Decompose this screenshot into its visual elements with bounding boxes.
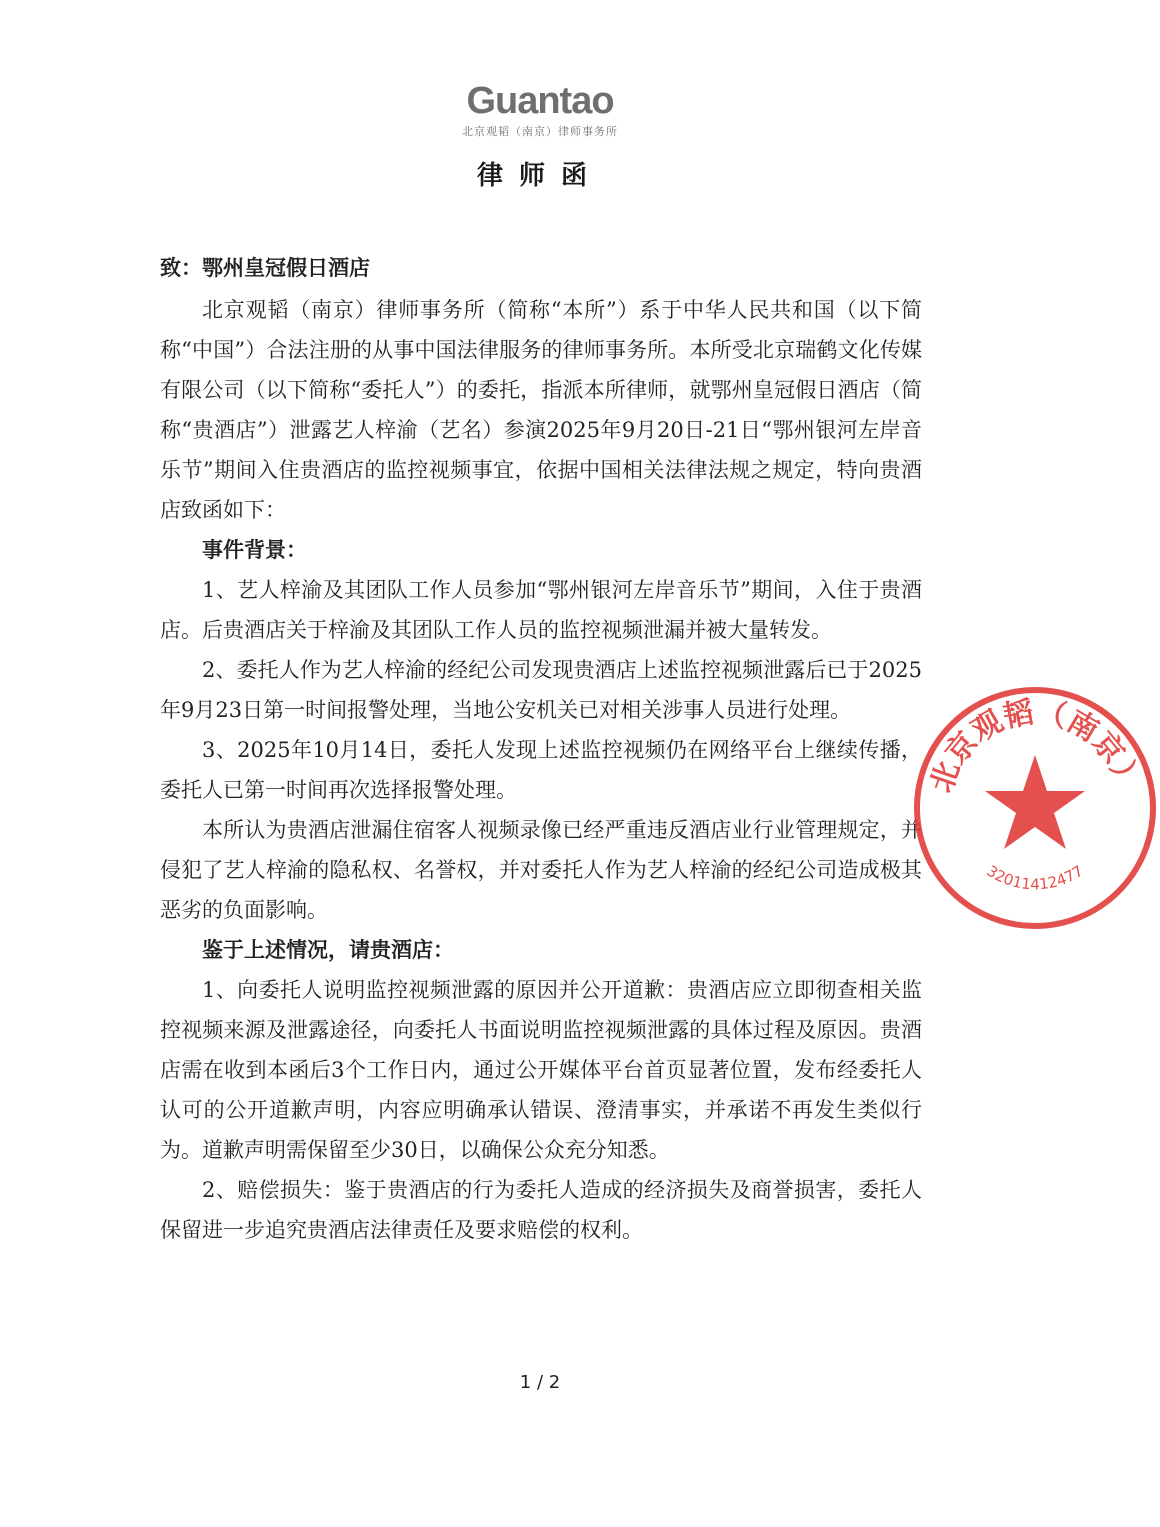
- seal-arc-text: 北京观韬（南京）: [924, 695, 1146, 798]
- paragraph-background-2: 2、委托人作为艺人梓渝的经纪公司发现贵酒店上述监控视频泄露后已于2025年9月23日第一时间报警处理，当地公安机关已对相关涉事人员进行处理。: [160, 658, 922, 722]
- logo-firm-name: 北京观韬（南京）律师事务所: [462, 125, 618, 138]
- page-number: 1 / 2: [519, 1372, 561, 1393]
- letter-body: [160, 248, 922, 1250]
- company-seal: [910, 683, 1160, 933]
- document-title: 律师函: [476, 161, 603, 191]
- paragraph-opinion: 本所认为贵酒店泄漏住宿客人视频录像已经严重违反酒店业行业管理规定，并侵犯了艺人梓渝的隐私权、名誉权，并对委托人作为艺人梓渝的经纪公司造成极其恶劣的负面影响。: [160, 818, 922, 922]
- firm-logo: [420, 82, 660, 139]
- paragraph-background-3: 3、2025年10月14日，委托人发现上述监控视频仍在网络平台上继续传播，委托人已第一时间再次选择报警处理。: [160, 738, 922, 802]
- paragraph-background-1: 1、艺人梓渝及其团队工作人员参加“鄂州银河左岸音乐节”期间，入住于贵酒店。后贵酒店关于梓渝及其团队工作人员的监控视频泄漏并被大量转发。: [160, 578, 922, 642]
- heading-background: 事件背景：: [202, 537, 307, 562]
- heading-demands: 鉴于上述情况，请贵酒店：: [202, 937, 454, 962]
- paragraph-demand-1: 1、向委托人说明监控视频泄露的原因并公开道歉：贵酒店应立即彻查相关监控视频来源及泄露途径，向委托人书面说明监控视频泄露的具体过程及原因。贵酒店需在收到本函后3个工作日内，通过公开媒体平台首页显著位置，发布经委托人认可的公开道歉声明，内容应明确承认错误、澄清事实，并承诺不再发生类似行为。道歉声明需保留至少30日，以确保公众充分知悉。: [160, 978, 922, 1162]
- addressee: 致：鄂州皇冠假日酒店: [160, 255, 370, 280]
- paragraph-demand-2: 2、赔偿损失：鉴于贵酒店的行为委托人造成的经济损失及商誉损害，委托人保留进一步追究贵酒店法律责任及要求赔偿的权利。: [160, 1178, 922, 1242]
- logo-wordmark: Guantao: [466, 80, 614, 122]
- seal-code: 32011412477: [983, 861, 1087, 894]
- paragraph-intro: 北京观韬（南京）律师事务所（简称“本所”）系于中华人民共和国（以下简称“中国”）合法注册的从事中国法律服务的律师事务所。本所受北京瑞鹤文化传媒有限公司（以下简称“委托人”）的委托，指派本所律师，就鄂州皇冠假日酒店（简称“贵酒店”）泄露艺人梓渝（艺名）参演2025年9月20日-21日“鄂州银河左岸音乐节”期间入住贵酒店的监控视频事宜，依据中国相关法律法规之规定，特向贵酒店致函如下：: [160, 298, 922, 522]
- svg-text:32011412477: [984, 862, 1087, 893]
